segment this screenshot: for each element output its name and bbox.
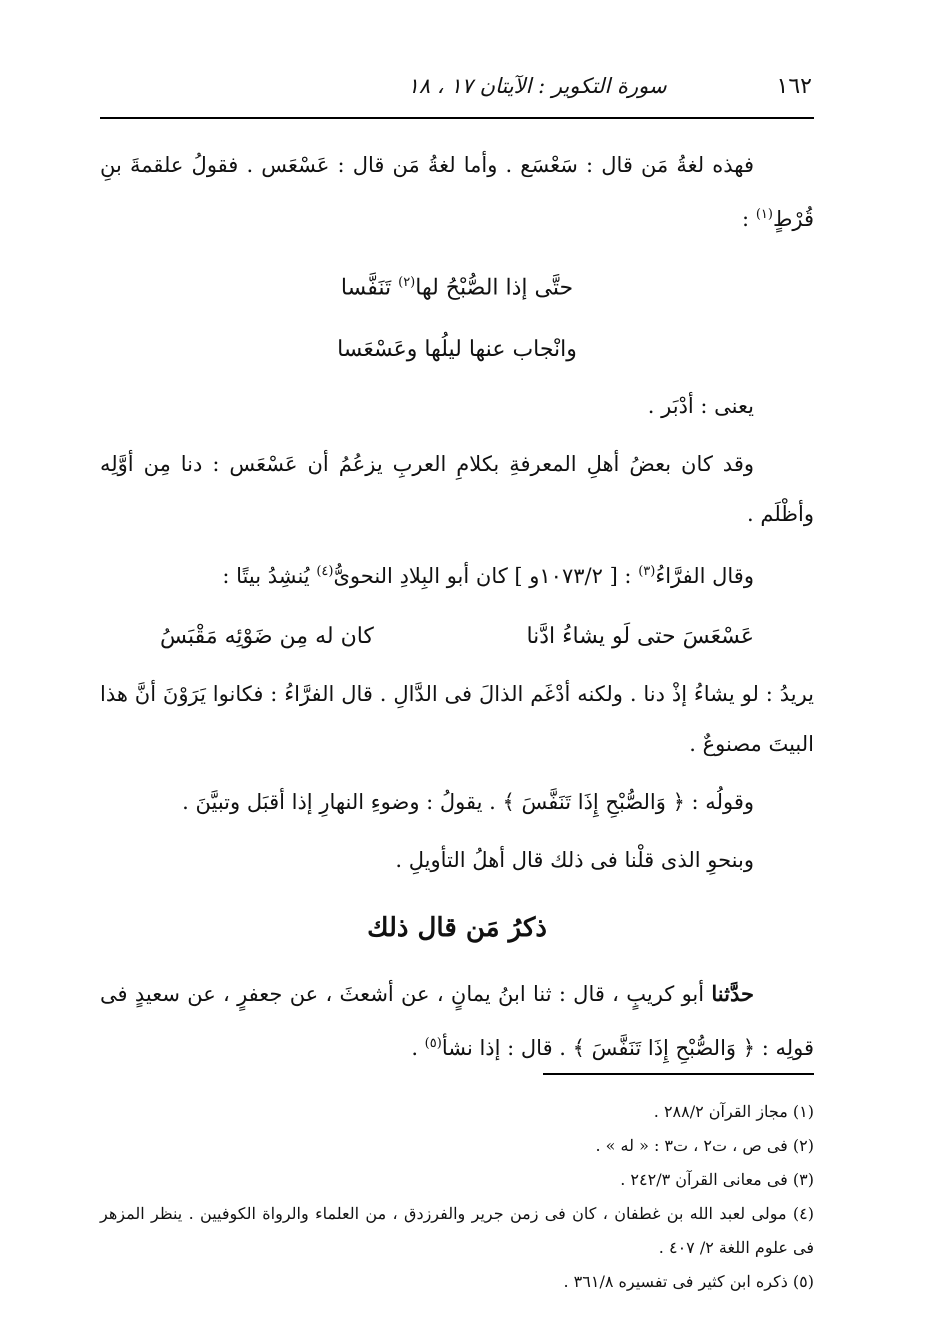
footnote-1: (١) مجاز القرآن ٢٨٨/٢ .	[653, 1102, 814, 1121]
verse-hemistich-second: كان له مِن ضَوْئِه مَقْبَسُ	[160, 624, 374, 650]
verse-hemistich-first: عَسْعَسَ حتى لَو يشاءُ ادَّنا	[526, 624, 754, 650]
footnote-ref-1: (١)	[755, 207, 773, 222]
footnote-5: (٥) ذكره ابن كثير فى تفسيره ٣٦١/٨ .	[563, 1272, 814, 1291]
footnote-ref-5: (٥)	[424, 1036, 442, 1052]
paragraph-4: وقال الفرَّاءُ$^{(٣)}$ : [ ١٠٧٣/٢و ] كان أبو البِلادِ النحوىُّ$^{(٤)}$ يُنشِدُ بيتًا :	[222, 564, 754, 589]
paragraph-6: وقولُه : ﴿ وَالصُّبْحِ إِذَا تَنَفَّسَ ﴾ . يقولُ : وضوءِ النهارِ إذا أقبَل وتبيَّنَ .	[182, 790, 754, 815]
header-rule	[100, 117, 814, 119]
section-heading: ذكرُ مَن قال ذلك	[367, 913, 547, 944]
verse-line-2: وانْجاب عنها ليلُها وعَسْعَسا	[337, 337, 577, 363]
footnote-ref-2: (٢)	[398, 275, 416, 290]
footnote-rule	[543, 1073, 814, 1075]
paragraph-7: وبنحوِ الذى قلْنا فى ذلك قال أهلُ التأويلِ .	[395, 848, 754, 873]
paragraph-2: يعنى : أدْبَر .	[647, 394, 754, 419]
page-number: ١٦٢	[776, 73, 812, 99]
footnote-4: (٤) مولى لعبد الله بن غطفان ، كان فى زمن جرير والفرزدق ، من العلماء والرواة الكوفيين . ينظر المزهر فى علوم اللغة ٢/ ٤٠٧ .	[100, 1204, 814, 1257]
paragraph-5: يريدُ : لو يشاءُ إذْ دنا . ولكنه أدْغَم الذالَ فى الدَّالِ . قال الفرَّاءُ : فكانوا يَرَوْنَ أنَّ هذا البيتَ مصنوعٌ .	[100, 682, 814, 757]
page-header	[100, 66, 812, 106]
running-title: سورة التكوير : الآيتان ١٧ ، ١٨	[407, 74, 667, 98]
footnote-2: (٢) فى ص ، ت٢ ، ت٣ : « له » .	[595, 1136, 814, 1155]
footnote-ref-4: (٤)	[316, 564, 334, 580]
paragraph-1: فهذه لغةُ مَن قال : سَعْسَع . وأما لغةُ مَن قال : عَسْعَس . فقولُ علقمةَ بنِ قُرْطٍ$^{(١)}$ :	[100, 153, 814, 231]
main-text	[100, 140, 814, 1081]
footnote-ref-3: (٣)	[638, 564, 656, 580]
paragraph-8: حدَّثنا أبو كريبٍ ، قال : ثنا ابنُ يمانٍ ، عن أشعثَ ، عن جعفرٍ ، عن سعيدٍ فى قولِه : ﴿ وَالصُّبْحِ إِذَا تَنَفَّسَ ﴾ . قال : إذا نشأ$^{(٥)}$ .	[100, 981, 814, 1061]
footnote-3: (٣) فى معانى القرآن ٢٤٢/٣ .	[620, 1170, 814, 1189]
paragraph-3: وقد كان بعضُ أهلِ المعرفةِ بكلامِ العربِ يزعُمُ أن عَسْعَس : دنا مِن أوَّلِه وأظْلَم .	[100, 452, 814, 527]
footnotes	[100, 1095, 814, 1299]
verse-couplet	[100, 609, 814, 665]
verse-line-1: حتَّى إذا الصُّبْحُ لها$^{(٢)}$ تَنَفَّسا	[340, 275, 574, 301]
